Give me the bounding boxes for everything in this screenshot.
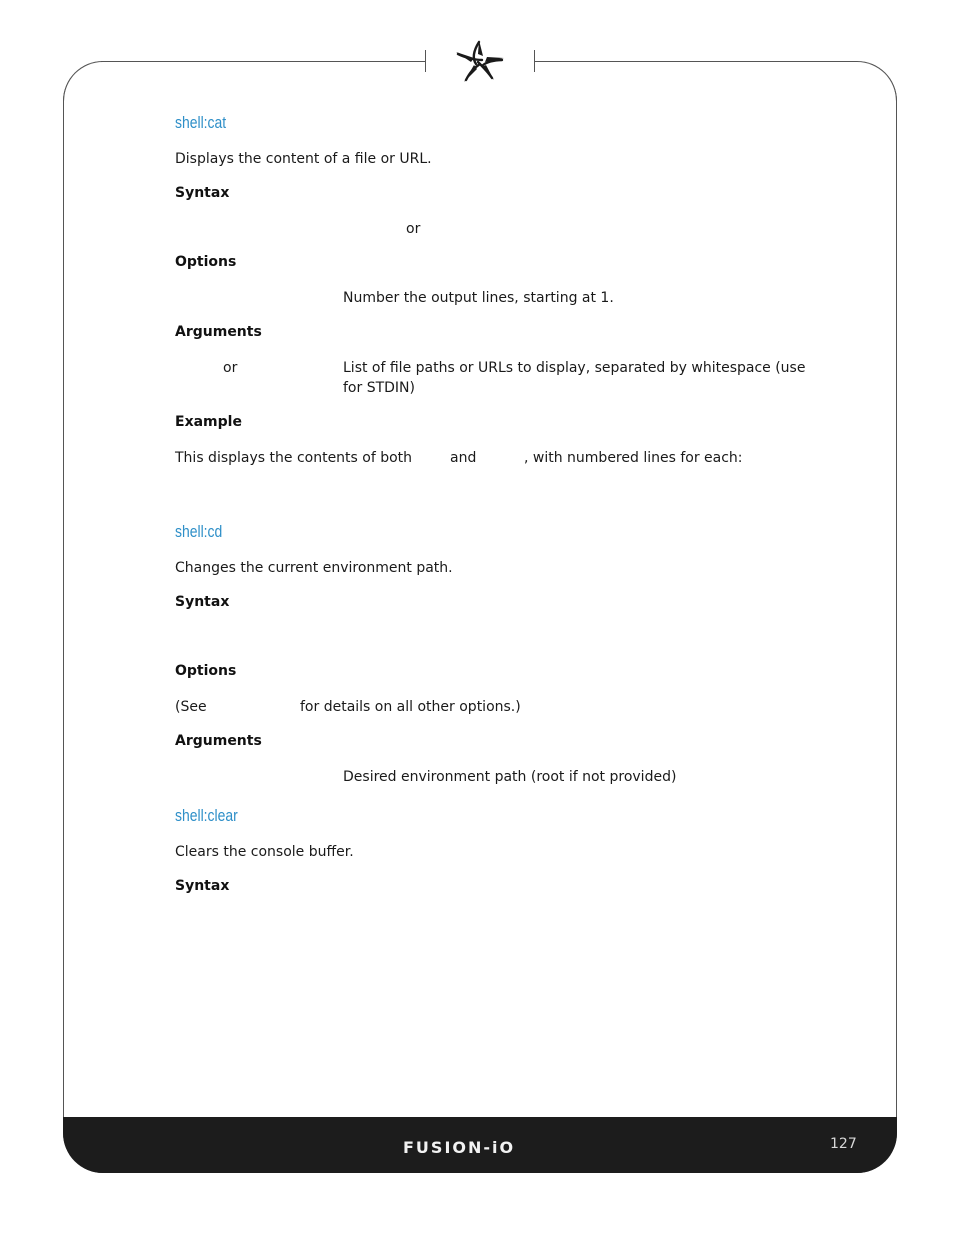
arguments-heading: Arguments: [175, 733, 262, 749]
fusion-io-wordmark: [403, 1137, 555, 1157]
section-description: Displays the content of a file or URL.: [175, 151, 432, 167]
argument-description: List of file paths or URLs to display, separated by whitespace (use for STDIN): [343, 360, 806, 396]
section-title-shell-cd: shell:cd: [175, 522, 223, 541]
section-description: Changes the current environment path.: [175, 560, 453, 576]
header-rule-right: [535, 61, 857, 62]
section-title-shell-clear: shell:clear: [175, 806, 238, 825]
syntax-heading: Syntax: [175, 594, 230, 610]
example-text-part-2: and: [450, 450, 477, 466]
options-heading: Options: [175, 254, 237, 270]
syntax-heading: Syntax: [175, 878, 230, 894]
arguments-heading: Arguments: [175, 324, 262, 340]
frame-corner-top-left: [63, 61, 103, 101]
options-heading: Options: [175, 663, 237, 679]
argument-or-text: or: [223, 360, 238, 376]
options-see-part-2: for details on all other options.): [300, 699, 521, 715]
header-tick-left: [425, 50, 426, 72]
page-number: 127: [830, 1136, 857, 1152]
frame-corner-top-right: [857, 61, 897, 101]
options-see-part-1: (See: [175, 699, 207, 715]
section-description: Clears the console buffer.: [175, 844, 354, 860]
section-title-shell-cat: shell:cat: [175, 113, 227, 132]
page-frame: [63, 61, 897, 1173]
example-text-part-1: This displays the contents of both: [175, 450, 413, 466]
brand-text: FUSION-iO: [403, 1138, 516, 1157]
header-rule-left: [101, 61, 426, 62]
syntax-or-text: or: [406, 221, 421, 237]
argument-description: Desired environment path (root if not provided): [343, 769, 677, 785]
syntax-heading: Syntax: [175, 185, 230, 201]
option-description: Number the output lines, starting at 1.: [343, 290, 614, 306]
example-heading: Example: [175, 414, 242, 430]
fusion-io-star-icon: [452, 38, 506, 86]
example-text-part-3: , with numbered lines for each:: [524, 450, 743, 466]
header-tick-right: [534, 50, 535, 72]
